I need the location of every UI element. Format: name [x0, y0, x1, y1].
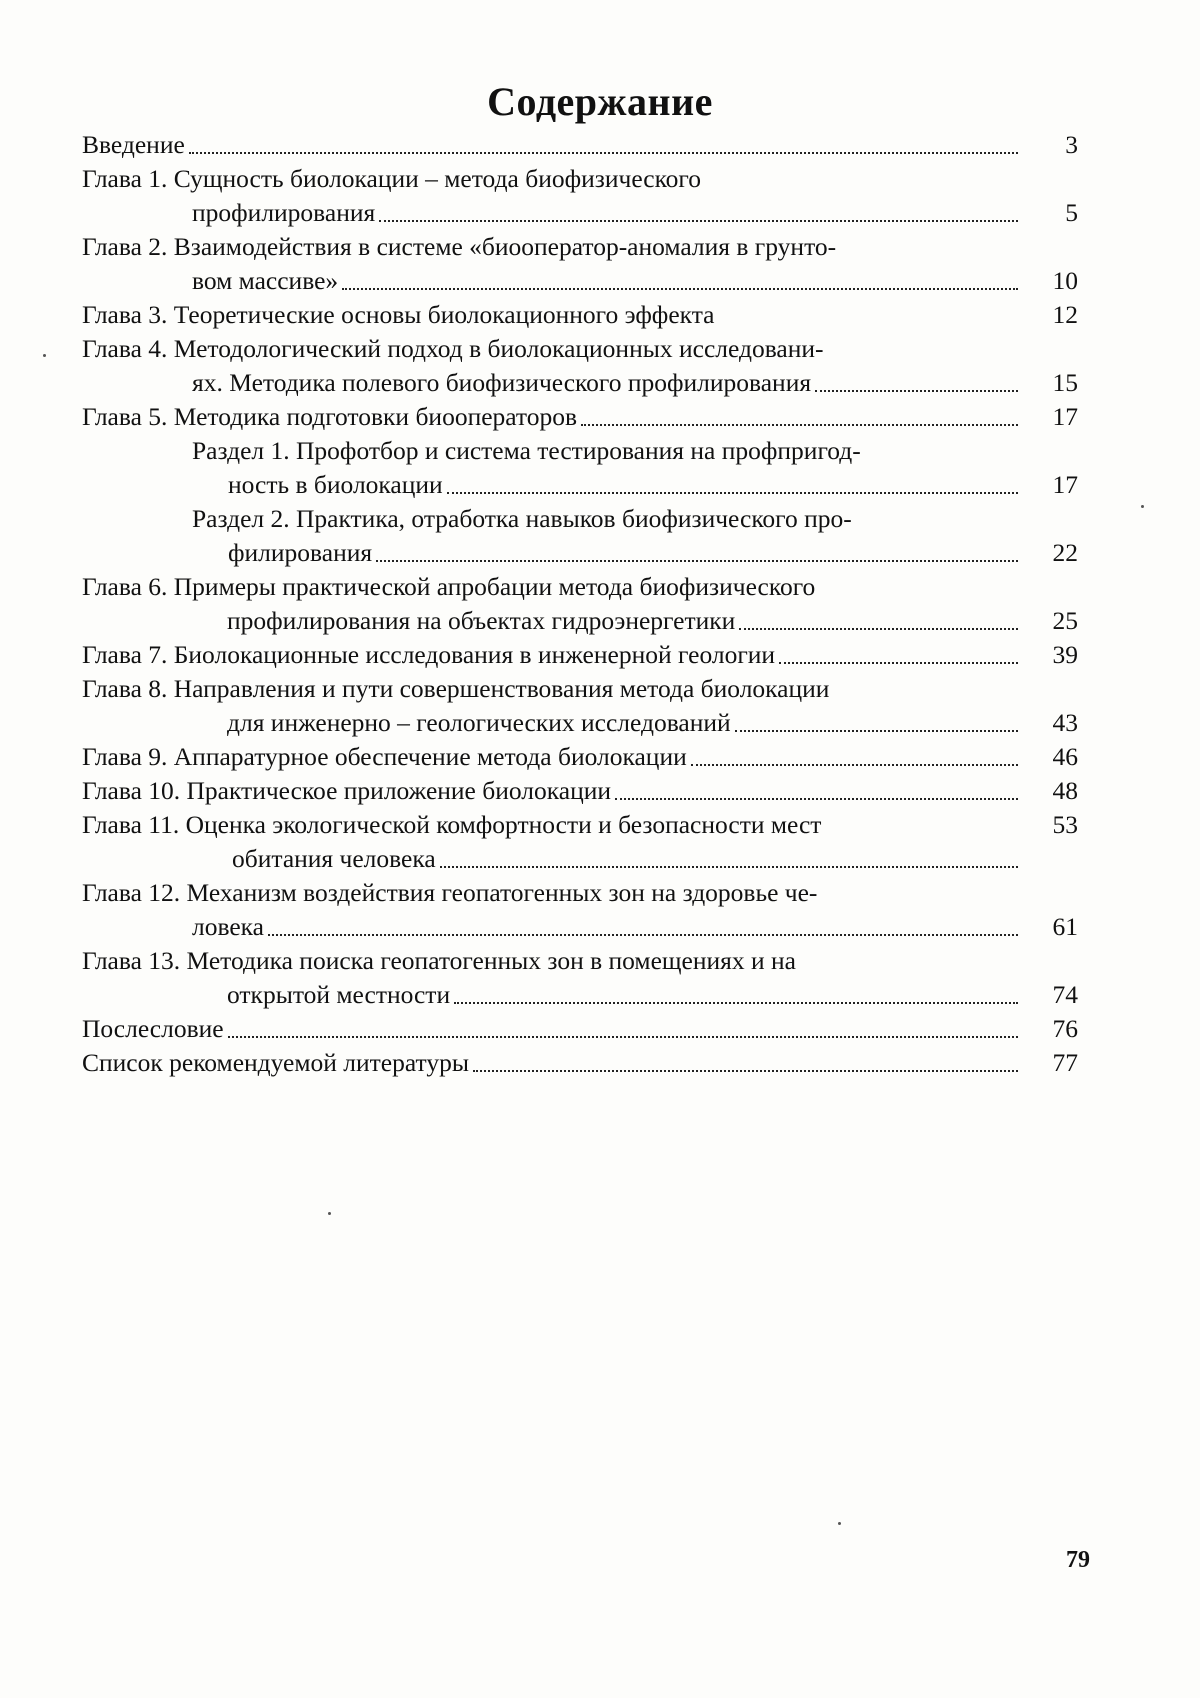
toc-entry-chapter-12	[82, 876, 1082, 944]
toc-entry-chapter-6	[82, 570, 1082, 638]
toc-entry-title-continued: открытой местности	[227, 980, 451, 1009]
toc-entry-chapter-7	[82, 638, 1082, 672]
leader-dots	[581, 424, 1018, 426]
toc-entry-section-2	[82, 502, 1082, 570]
toc-entry-title-continued: профилирования	[192, 198, 376, 227]
toc-entry-page: 48	[1052, 776, 1078, 805]
leader-dots	[815, 390, 1018, 392]
toc-entry-title: Введение	[82, 130, 185, 159]
toc-entry-page: 39	[1052, 640, 1078, 669]
toc-entry-title: Глава 4. Методологический подход в биолокационных исследовани-	[82, 334, 824, 363]
leader-dots	[189, 152, 1018, 154]
toc-entry-title-continued: ловека	[192, 912, 265, 941]
toc-entry-page: 10	[1052, 266, 1078, 295]
toc-entry-title-continued: вом массиве»	[192, 266, 339, 295]
toc-entry-section-1	[82, 434, 1082, 502]
toc-entry-title: Глава 6. Примеры практической апробации метода биофизического	[82, 572, 816, 601]
leader-dots	[342, 288, 1018, 290]
leader-dots	[268, 934, 1018, 936]
toc-entry-title-continued: филирования	[228, 538, 373, 567]
toc-entry-page: 77	[1052, 1048, 1078, 1077]
leader-dots	[739, 628, 1018, 630]
toc-entry-title: Глава 3. Теоретические основы биолокационного эффекта	[82, 300, 715, 329]
toc-entry-page: 74	[1052, 980, 1078, 1009]
toc-entry-title: Глава 8. Направления и пути совершенствования метода биолокации	[82, 674, 830, 703]
toc-entry-title: Глава 2. Взаимодействия в системе «биооператор-аномалия в грунто-	[82, 232, 837, 261]
toc-entry-page: 61	[1052, 912, 1078, 941]
toc-entry-chapter-13	[82, 944, 1082, 1012]
toc-entry-title: Глава 9. Аппаратурное обеспечение метода биолокации	[82, 742, 687, 771]
table-of-contents	[82, 128, 1082, 1080]
toc-entry-introduction	[82, 128, 1082, 162]
toc-entry-page: 43	[1052, 708, 1078, 737]
toc-entry-chapter-3	[82, 298, 1082, 332]
toc-entry-title-continued: ность в биолокации	[228, 470, 443, 499]
toc-entry-chapter-1	[82, 162, 1082, 230]
leader-dots	[779, 662, 1018, 664]
toc-entry-page: 3	[1065, 130, 1078, 159]
toc-entry-title-continued: ях. Методика полевого биофизического профилирования	[192, 368, 812, 397]
toc-entry-page: 15	[1052, 368, 1078, 397]
toc-entry-page: 46	[1052, 742, 1078, 771]
toc-entry-page: 5	[1065, 198, 1078, 227]
toc-entry-chapter-4	[82, 332, 1082, 400]
toc-entry-title: Глава 12. Механизм воздействия геопатогенных зон на здоровье че-	[82, 878, 818, 907]
leader-dots	[376, 560, 1018, 562]
scan-speck	[43, 354, 46, 357]
leader-dots	[473, 1070, 1018, 1072]
toc-entry-page: 17	[1052, 402, 1078, 431]
toc-entry-title: Глава 13. Методика поиска геопатогенных зон в помещениях и на	[82, 946, 796, 975]
scan-speck	[328, 1212, 331, 1215]
toc-entry-title: Глава 1. Сущность биолокации – метода биофизического	[82, 164, 702, 193]
toc-entry-page: 12	[1052, 300, 1078, 329]
toc-entry-title: Послесловие	[82, 1014, 224, 1043]
leader-dots	[454, 1002, 1018, 1004]
toc-entry-page: 22	[1052, 538, 1078, 567]
leader-dots	[440, 866, 1018, 868]
leader-dots	[379, 220, 1018, 222]
leader-dots	[228, 1036, 1018, 1038]
toc-entry-title: Раздел 1. Профотбор и система тестирования на профпригод-	[192, 436, 861, 465]
leader-dots	[615, 798, 1018, 800]
toc-entry-page: 25	[1052, 606, 1078, 635]
toc-entry-title: Раздел 2. Практика, отработка навыков биофизического про-	[192, 504, 852, 533]
toc-entry-title-continued: для инженерно – геологических исследований	[227, 708, 731, 737]
toc-entry-chapter-10	[82, 774, 1082, 808]
leader-dots	[735, 730, 1018, 732]
scan-speck	[838, 1522, 841, 1525]
toc-entry-title: Глава 10. Практическое приложение биолокации	[82, 776, 612, 805]
toc-entry-title: Глава 7. Биолокационные исследования в инженерной геологии	[82, 640, 776, 669]
toc-entry-title: Глава 5. Методика подготовки биооператоров	[82, 402, 578, 431]
page-title: Содержание	[487, 79, 713, 124]
leader-dots	[447, 492, 1018, 494]
toc-entry-title: Глава 11. Оценка экологической комфортности и безопасности мест	[82, 810, 822, 839]
toc-entry-page: 76	[1052, 1014, 1078, 1043]
toc-entry-title-continued: профилирования на объектах гидроэнергетики	[227, 606, 736, 635]
toc-entry-chapter-5	[82, 400, 1082, 434]
scan-speck	[1141, 505, 1144, 508]
toc-entry-chapter-8	[82, 672, 1082, 740]
toc-entry-page: 17	[1052, 470, 1078, 499]
toc-entry-page: 53	[1052, 810, 1078, 839]
toc-entry-chapter-9	[82, 740, 1082, 774]
toc-entry-title: Список рекомендуемой литературы	[82, 1048, 469, 1077]
page-number: 79	[1066, 1547, 1090, 1573]
toc-entry-afterword	[82, 1012, 1082, 1046]
toc-entry-title-continued: обитания человека	[232, 844, 436, 873]
toc-entry-chapter-2	[82, 230, 1082, 298]
toc-entry-chapter-11	[82, 808, 1082, 876]
toc-entry-references	[82, 1046, 1082, 1080]
leader-dots	[691, 764, 1018, 766]
